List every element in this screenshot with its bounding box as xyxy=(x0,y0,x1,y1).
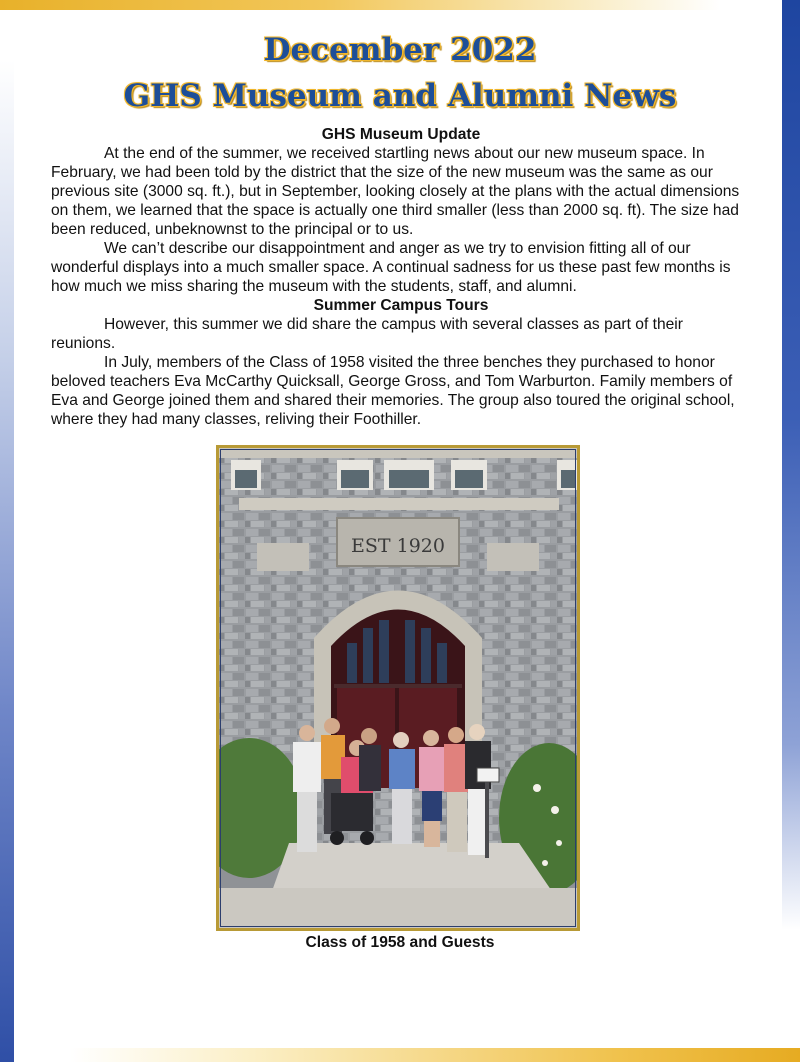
museum-update-paragraph-1: At the end of the summer, we received startling news about our new museum space. In February, we had been told by the district that the size of the new museum was the same as our previous site (3000 sq. ft.), but in September, looking closely at the plans with the actual dimensions on them, we learned that the space is actually one third smaller (less than 2000 sq. ft). The size had been reduced, unbeknownst to the principal or to us. xyxy=(51,145,740,238)
bottom-gold-border xyxy=(70,1048,800,1062)
left-blue-border xyxy=(0,60,14,1062)
class-photo-illustration xyxy=(219,448,577,928)
newsletter-title-name: GHS Museum and Alumni News xyxy=(123,78,677,114)
article-body xyxy=(51,125,751,429)
summer-tours-paragraph-2: In July, members of the Class of 1958 visited the three benches they purchased to honor beloved teachers Eva McCarthy Quicksall, George Gross, and Tom Warburton. Family members of Eva and George joined them and shared their memories. The group also toured the original school, where they had many classes, reliving their Foothiller. xyxy=(51,354,735,428)
right-blue-border xyxy=(782,0,800,930)
museum-update-paragraph-2: We can’t describe our disappointment and anger as we try to envision fitting all of our wonderful displays into a much smaller space. A continual sadness for us these past few months is how much we miss sharing the museum with the students, staff, and alumni. xyxy=(51,240,731,295)
photo-caption: Class of 1958 and Guests xyxy=(305,934,495,951)
museum-update-heading: GHS Museum Update xyxy=(321,126,481,143)
class-photo xyxy=(216,445,580,931)
top-gold-border xyxy=(0,0,720,10)
newsletter-title-date: December 2022 xyxy=(263,32,537,68)
building-inscription: EST 1920 xyxy=(351,535,445,557)
summer-tours-paragraph-1: However, this summer we did share the campus with several classes as part of their reunions. xyxy=(51,316,683,352)
summer-tours-heading: Summer Campus Tours xyxy=(313,297,489,314)
